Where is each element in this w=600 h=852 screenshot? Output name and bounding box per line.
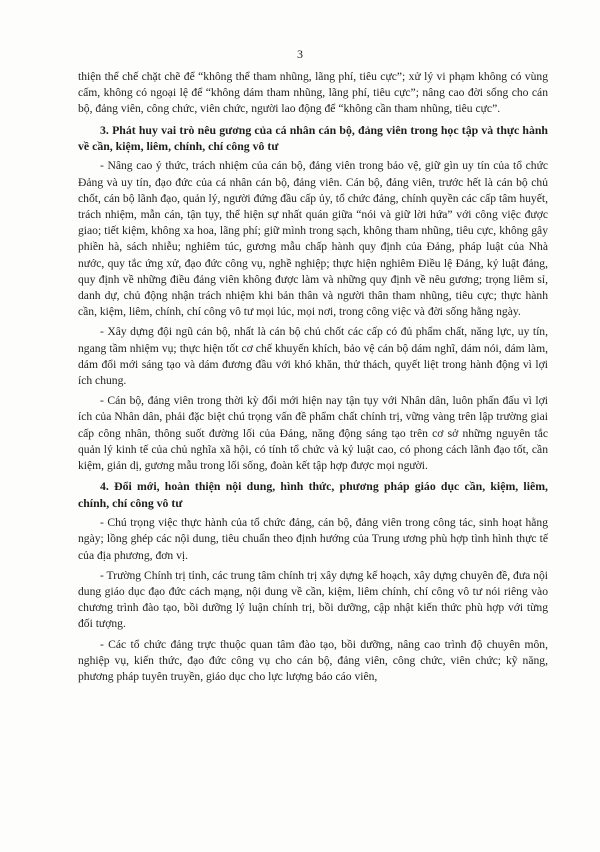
section-3-heading: 3. Phát huy vai trò nêu gương của cá nhân cán bộ, đảng viên trong học tập và thực hành về cần, kiệm, liêm, chính, chí công vô tư — [78, 122, 548, 154]
document-body — [78, 69, 548, 689]
section-3-paragraph: - Nâng cao ý thức, trách nhiệm của cán bộ, đảng viên trong bảo vệ, giữ gìn uy tín của tổ chức Đảng và uy tín, đạo đức của cá nhân cán bộ, đảng viên. Cán bộ, đảng viên, trước hết là cán bộ chủ chốt, cán bộ lãnh đạo, quản lý, người đứng đầu cấp ủy, tổ chức đảng, chính quyền các cấp tâm huyết, trách nhiệm, mẫn cán, tận tụy, thể hiện sự nhất quán giữa “nói và giữ lời hứa” với công việc được giao; tiết kiệm, không xa hoa, lãng phí; giữ mình trong sạch, không tham nhũng, tiêu cực, không gây phiền hà, sách nhiễu; nghiêm túc, gương mẫu chấp hành quy định của Đảng, pháp luật của Nhà nước, quy tắc ứng xử, đạo đức công vụ, nghề nghiệp; thực hiện nghiêm Điều lệ Đảng, kỷ luật đảng, quy định về những điều đảng viên không được làm và những quy định về nêu gương; trọng liêm sỉ, danh dự, chủ động nhận trách nhiệm khi bản thân và người thân tham nhũng, tiêu cực; thực hành cần, kiệm, liêm, chính, chí công vô tư mọi lúc, mọi nơi, trong công việc và đời sống hằng ngày. — [78, 159, 548, 319]
section-4-paragraph: - Trường Chính trị tỉnh, các trung tâm chính trị xây dựng kế hoạch, xây dựng chuyên đề, đưa nội dung giáo dục đạo đức cách mạng, nội dung về cần, kiệm, liêm chính, chí công vô tư nói riêng vào chương trình đào tạo, bồi dưỡng lý luận chính trị, bồi dưỡng, cập nhật kiến thức phù hợp với từng đối tượng. — [78, 568, 548, 631]
section-4-paragraph: - Các tổ chức đảng trực thuộc quan tâm đào tạo, bồi dưỡng, nâng cao trình độ chuyên môn, nghiệp vụ, kiến thức, đạo đức công vụ cho cán bộ, đảng viên, công chức, viên chức; kỹ năng, phương pháp tuyên truyền, giáo dục cho lực lượng báo cáo viên, — [78, 637, 548, 683]
section-3-paragraph: - Xây dựng đội ngũ cán bộ, nhất là cán bộ chủ chốt các cấp có đủ phẩm chất, năng lực, uy tín, ngang tầm nhiệm vụ; thực hiện tốt cơ chế khuyến khích, bảo vệ cán bộ dám nghĩ, dám nói, dám làm, dám đổi mới sáng tạo và dám đương đầu với khó khăn, thử thách, quyết liệt trong hành động vì lợi ích chung. — [78, 325, 548, 388]
section-4-paragraph: - Chú trọng việc thực hành của tổ chức đảng, cán bộ, đảng viên trong công tác, sinh hoạt hằng ngày; lồng ghép các nội dung, tiêu chuẩn theo định hướng của Trung ương phù hợp tình hình thực tế của địa phương, đơn vị. — [78, 516, 548, 562]
page-number: 3 — [297, 47, 303, 61]
intro-paragraph: thiện thể chế chặt chẽ để “không thể tham nhũng, lãng phí, tiêu cực”; xử lý vi phạm không có vùng cấm, không có ngoại lệ để “không dám tham nhũng, lãng phí, tiêu cực”; nâng cao đời sống cho cán bộ, đảng viên, công chức, viên chức, người lao động để “không cần tham nhũng, tiêu cực”. — [78, 70, 548, 116]
section-4-heading: 4. Đổi mới, hoàn thiện nội dung, hình thức, phương pháp giáo dục cần, kiệm, liêm, chính, chí công vô tư — [78, 479, 548, 510]
section-3-paragraph: - Cán bộ, đảng viên trong thời kỳ đổi mới hiện nay tận tụy với Nhân dân, luôn phấn đấu vì lợi ích của Nhân dân, phải đặc biệt chú trọng vấn đề phẩm chất chính trị, vững vàng trên lập trường giai cấp công nhân, thông suốt đường lối của Đảng, năng động sáng tạo trên cơ sở những nguyên tắc quản lý kinh tế của chủ nghĩa xã hội, có tính tổ chức và kỷ luật cao, có phong cách lãnh đạo tốt, cần kiệm, giản dị, gương mẫu trong lối sống, đoàn kết tập hợp được mọi người. — [78, 394, 548, 473]
